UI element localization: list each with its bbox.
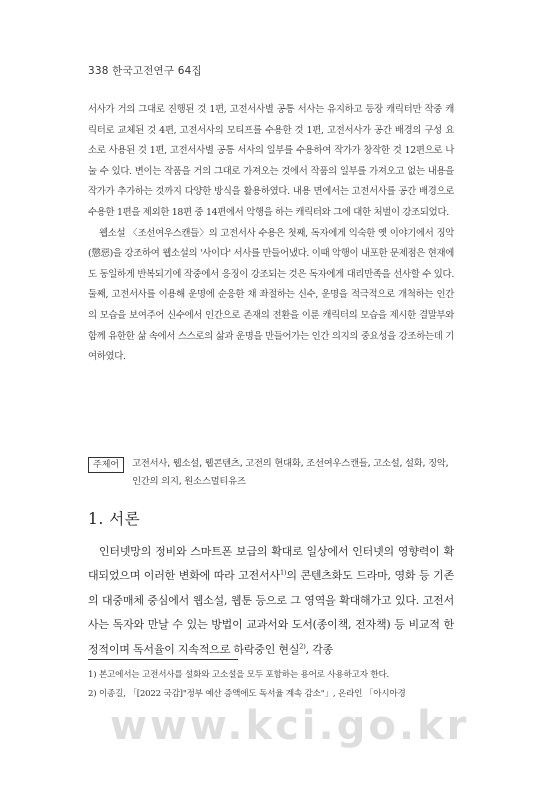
footnotes	[88, 666, 454, 704]
abstract-paragraph-2: 웹소설 〈조선여우스캔들〉의 고전서사 수용은 첫째, 독자에게 익숙한 옛 이야기에서 징악(懲惡)을 강조하여 웹소설의 '사이다' 서사를 만들어냈다. 이때 악행이 내포한 문제점은 현재에도 동일하게 반복되기에 작중에서 응징이 강조되는 것은 독자에게 대리만족을 선사할 수 있다. 둘째, 고전서사를 이용해 운명에 순응한 채 좌절하는 신수, 운명을 적극적으로 개척하는 인간의 모습을 보여주어 신수에서 인간으로 존재의 전환을 이룬 캐릭터의 모습을 제시한 결말부와 함께 유한한 삶 속에서 스스로의 삶과 운명을 만들어가는 인간 의지의 중요성을 강조하는데 기여하였다.	[88, 227, 454, 363]
keywords	[88, 455, 454, 491]
body-paragraph	[88, 540, 454, 662]
body-text-part-b: 의 콘텐츠화도 드라마, 영화 등 기존의 대중매체 중심에서 웹소설, 웹툰 등으로 그 영역을 확대해가고 있다. 고전서사는 독자와 만날 수 있는 방법이 교과서와 도서(종이책, 전자책) 등 비교적 한정적이며 독서율이 지속적으로 하락중인 현실	[88, 569, 454, 656]
body-text-part-a: 인터넷망의 정비와 스마트폰 보급의 확대로 일상에서 인터넷의 영향력이 확대되었으며 이러한 변화에 따라 고전서사	[88, 545, 454, 583]
footnote-1: 1) 본고에서는 고전서사를 설화와 고소설을 모두 포함하는 용어로 사용하고자 한다.	[88, 670, 390, 680]
footnote-divider	[88, 659, 238, 660]
watermark: www.kci.go.kr	[110, 703, 470, 749]
section-title: 1. 서론	[88, 510, 141, 528]
footnote-ref-1[interactable]: 1)	[279, 568, 287, 577]
running-header: 338 한국고전연구 64집	[88, 65, 202, 77]
body-text	[88, 540, 454, 662]
keywords-label: 주제어	[88, 457, 124, 473]
footnote-2: 2) 이종길, 「[2022 국감]"정부 예산 증액에도 독서율 계속 감소"」, 온라인 「아시아경	[88, 689, 406, 699]
abstract	[88, 100, 454, 368]
abstract-paragraph-1: 서사가 거의 그대로 진행된 것 1편, 고전서사별 공통 서사는 유지하고 등장 캐릭터만 작중 캐릭터로 교체된 것 4편, 고전서사의 모티프를 수용한 것 1편, 고전서사가 공간 배경의 구성 요소로 사용된 것 1편, 고전서사별 공통 서사의 일부를 수용하여 작가가 창작한 것 12편으로 나눌 수 있다. 변이는 작품을 거의 그대로 가져오는 것에서 작품의 일부를 가져오고 없는 내용을 작가가 추가하는 것까지 다양한 방식을 활용하였다. 내용 면에서는 고전서사를 공간 배경으로 수용한 1편을 제외한 18편 중 14편에서 악행을 하는 캐릭터와 그에 대한 처벌이 강조되었다.	[88, 104, 454, 218]
keywords-text: 고전서사, 웹소설, 웹콘텐츠, 고전의 현대화, 조선여우스캔들, 고소설, 설화, 징악, 인간의 의지, 원소스멀티유즈	[132, 458, 449, 487]
body-text-part-c: , 각종	[305, 642, 334, 656]
footnote-ref-2[interactable]: 2)	[299, 641, 306, 650]
